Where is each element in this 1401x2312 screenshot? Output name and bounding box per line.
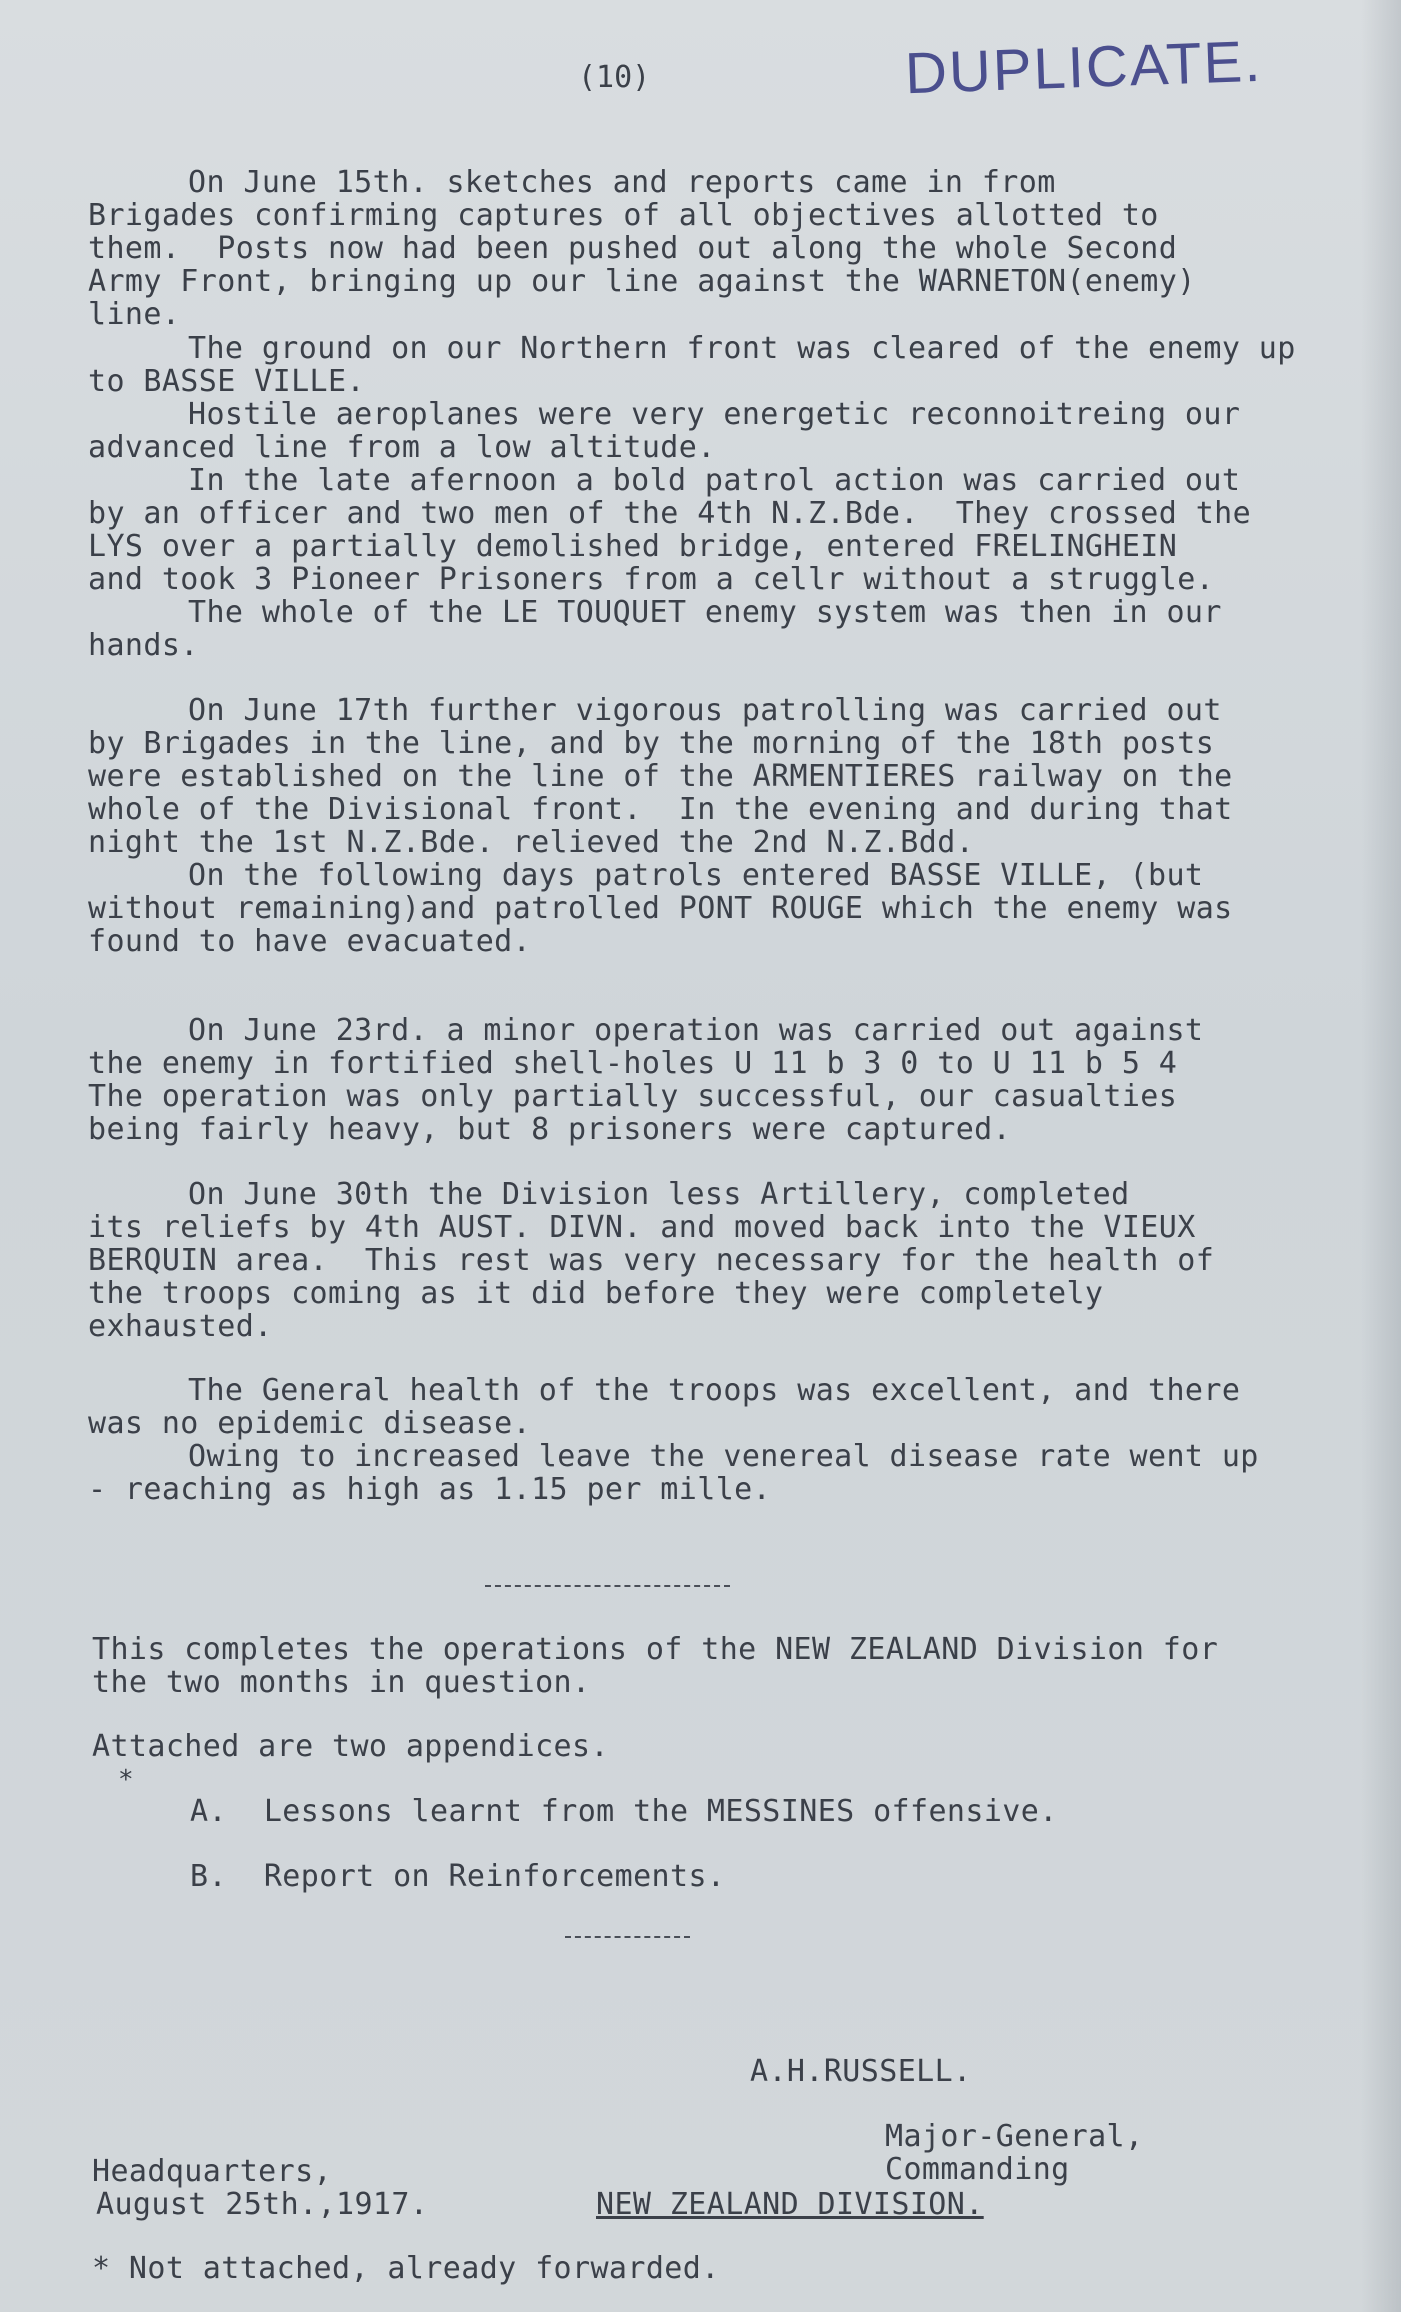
p4-line-2: by an officer and two men of the 4th N.Z.Bde. They crossed the [88,496,1252,531]
p10-line-2: was no epidemic disease. [88,1406,532,1441]
p8-line-2: the enemy in fortified shell-holes U 11 b 3 0 to U 11 b 5 4 [88,1046,1178,1081]
p6-line-2: by Brigades in the line, and by the morning of the 18th posts [88,726,1215,761]
signature-role: Commanding [885,2152,1070,2187]
p4-line-1: In the late afernoon a bold patrol action was carried out [188,463,1241,498]
p2-line-2: to BASSE VILLE. [88,364,365,399]
p1-line-3: them. Posts now had been pushed out along the whole Second [88,231,1178,266]
p7-line-2: without remaining)and patrolled PONT ROUGE which the enemy was [88,891,1233,926]
p11-line-1: Owing to increased leave the venereal disease rate went up [188,1439,1259,1474]
duplicate-stamp: DUPLICATE. [903,28,1264,107]
p9-line-5: exhausted. [88,1309,273,1344]
p9-line-4: the troops coming as it did before they were completely [88,1276,1104,1311]
p9-line-1: On June 30th the Division less Artillery, completed [188,1177,1130,1212]
appendix-divider [565,1936,690,1938]
p8-line-4: being fairly heavy, but 8 prisoners were captured. [88,1112,1012,1147]
headquarters-label: Headquarters, [92,2154,332,2189]
signature-name: A.H.RUSSELL. [750,2054,972,2089]
p3-line-1: Hostile aeroplanes were very energetic reconnoitreing our [188,397,1241,432]
p7-line-3: found to have evacuated. [88,924,532,959]
p9-line-3: BERQUIN area. This rest was very necessary for the health of [88,1243,1215,1278]
signature-unit: NEW ZEALAND DIVISION. [596,2187,984,2222]
document-date: August 25th.,1917. [96,2187,429,2222]
p1-line-4: Army Front, bringing up our line against the WARNETON(enemy) [88,264,1196,299]
p6-line-1: On June 17th further vigorous patrolling was carried out [188,693,1222,728]
p8-line-1: On June 23rd. a minor operation was carried out against [188,1013,1204,1048]
p1-line-1: On June 15th. sketches and reports came in from [188,165,1056,200]
p12-line-2: the two months in question. [92,1665,591,1700]
p5-line-1: The whole of the LE TOUQUET enemy system was then in our [188,595,1222,630]
appendix-b: B. Report on Reinforcements. [190,1859,726,1894]
p7-line-1: On the following days patrols entered BASSE VILLE, (but [188,858,1204,893]
signature-rank: Major-General, [885,2119,1144,2154]
p5-line-2: hands. [88,628,199,663]
p4-line-4: and took 3 Pioneer Prisoners from a cellr without a struggle. [88,562,1215,597]
asterisk-marker: * [118,1765,135,1795]
p12-line-1: This completes the operations of the NEW ZEALAND Division for [92,1632,1219,1667]
p6-line-4: whole of the Divisional front. In the evening and during that [88,792,1233,827]
p11-line-2: - reaching as high as 1.15 per mille. [88,1472,772,1507]
p10-line-1: The General health of the troops was excellent, and there [188,1373,1241,1408]
p2-line-1: The ground on our Northern front was cleared of the enemy up [188,331,1296,366]
p8-line-3: The operation was only partially successful, our casualties [88,1079,1178,1114]
p3-line-2: advanced line from a low altitude. [88,430,716,465]
footnote: * Not attached, already forwarded. [92,2251,720,2286]
p9-line-2: its reliefs by 4th AUST. DIVN. and moved back into the VIEUX [88,1210,1196,1245]
p1-line-2: Brigades confirming captures of all objectives allotted to [88,198,1159,233]
section-divider [485,1585,730,1587]
p1-line-5: line. [88,297,181,332]
p4-line-3: LYS over a partially demolished bridge, entered FRELINGHEIN [88,529,1178,564]
page-number: (10) [578,60,651,95]
p6-line-5: night the 1st N.Z.Bde. relieved the 2nd N.Z.Bdd. [88,825,975,860]
attached-line: Attached are two appendices. [92,1729,609,1764]
appendix-a: A. Lessons learnt from the MESSINES offensive. [190,1794,1058,1829]
p6-line-3: were established on the line of the ARMENTIERES railway on the [88,759,1233,794]
